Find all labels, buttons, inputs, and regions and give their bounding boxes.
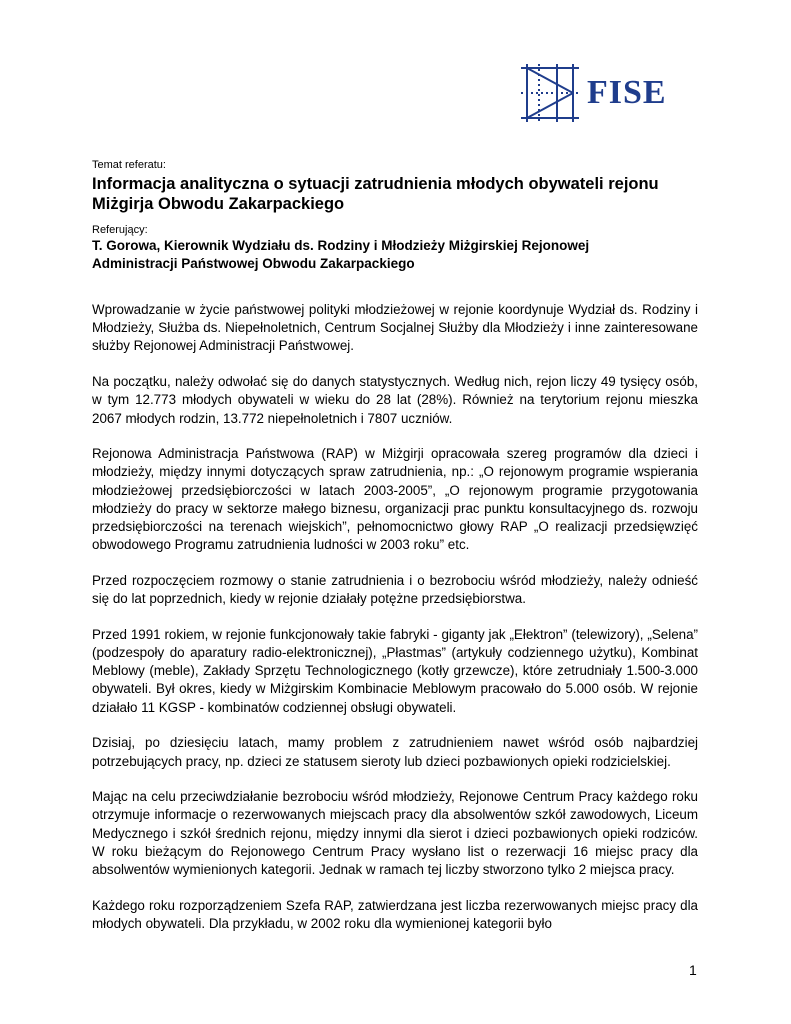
reporter-line: Administracji Państwowej Obwodu Zakarpackiego (92, 256, 415, 271)
paragraph: Rejonowa Administracja Państwowa (RAP) w Miżgirji opracowała szereg programów dla dzieci i młodzieży, między innymi dotyczących spraw zatrudnienia, np.: „O rejonowym programie wspierania młodzieżowej przedsiębiorczości w latach 2003-2005”, „O rejonowym programie przygotowania młodzieży do pracy w sektorze małego biznesu, organizacji prac punktu konsultacyjnego ds. rozwoju przedsiębiorczości na terenach wiejskich”, pełnomocnictwo głowy RAP „O realizacji przedsięwzięć obwodowego Programu zatrudnienia ludności w 2003 roku” etc. (92, 446, 698, 553)
document-title (92, 174, 712, 214)
page-number: 1 (689, 962, 697, 978)
paragraph: Przed 1991 rokiem, w rejonie funkcjonowały takie fabryki - giganty jak „Ełektron” (telewizory), „Selena” (podzespoły do aparatury radio-elektronicznej), „Płastmas” (artykuły codziennego użytku), Kombinat Meblowy (meble), Zakłady Sprzętu Technologicznego (kotły grzewcze), które zetrudniały 1.500-3.000 obywateli. Był okres, kiedy w Miżgirskim Kombinacie Meblowym pracowało do 5.000 osób. W rejonie działało 11 KGSP - kombinatów codziennej obsługi obywateli. (92, 626, 698, 715)
paragraph: Mając na celu przeciwdziałanie bezrobociu wśród młodzieży, Rejonowe Centrum Pracy każdego roku otrzymuje informacje o rezerwowanych miejscach pracy dla absolwentów szkół zawodowych, Liceum Medycznego i szkół średnich rejonu, między innymi dla sierot i dzieci pozbawionych opieki rodziców. W roku bieżącym do Rejonowego Centrum Pracy wysłano list o rezerwacji 16 miejsc pracy dla absolwentów wymienionych kategorii. Jednak w ramach tej liczby stworzono tylko 2 miejsca pracy. (92, 789, 698, 878)
fise-logo (519, 64, 667, 122)
title-line: Miżgirja Obwodu Zakarpackiego (92, 195, 345, 213)
document-body (92, 301, 698, 951)
topic-label: Temat referatu: (92, 159, 166, 171)
reporter-label: Referujący: (92, 224, 148, 236)
paragraph: Na początku, należy odwołać się do danych statystycznych. Według nich, rejon liczy 49 tysięcy osób, w tym 12.773 młodych obywateli w wieku do 28 lat (28%). Również na terytorium rejonu mieszka 2067 młodych rodzin, 13.772 niepełnoletnich i 7807 uczniów. (92, 374, 698, 426)
paragraph: Dzisiaj, po dziesięciu latach, mamy problem z zatrudnieniem nawet wśród osób najbardziej potrzebujących pracy, np. dzieci ze statusem sieroty lub dzieci pozbawionych opieki rodzicielskiej. (92, 735, 698, 769)
reporter-line: T. Gorowa, Kierownik Wydziału ds. Rodziny i Młodzieży Miżgirskiej Rejonowej (92, 238, 590, 253)
paragraph: Wprowadzanie w życie państwowej polityki młodzieżowej w rejonie koordynuje Wydział ds. Rodziny i Młodzieży, Służba ds. Niepełnoletnich, Centrum Socjalnej Służby dla Młodzieży i inne zainteresowane służby Rejonowej Administracji Państwowej. (92, 302, 698, 354)
paragraph: Przed rozpoczęciem rozmowy o stanie zatrudnienia i o bezrobociu wśród młodzieży, należy odnieść się do lat poprzednich, kiedy w rejonie działały potężne przedsiębiorstwa. (92, 572, 698, 607)
paragraph: Każdego roku rozporządzeniem Szefa RAP, zatwierdzana jest liczba rezerwowanych miejsc pracy dla młodych obywateli. Dla przykładu, w 2002 roku dla wymienionej kategorii było (92, 897, 698, 931)
title-line: Informacja analityczna o sytuacji zatrudnienia młodych obywateli rejonu (92, 175, 659, 193)
fise-logo-icon (519, 64, 581, 122)
reporter-info (92, 237, 712, 273)
logo-text: FISE (587, 74, 667, 111)
